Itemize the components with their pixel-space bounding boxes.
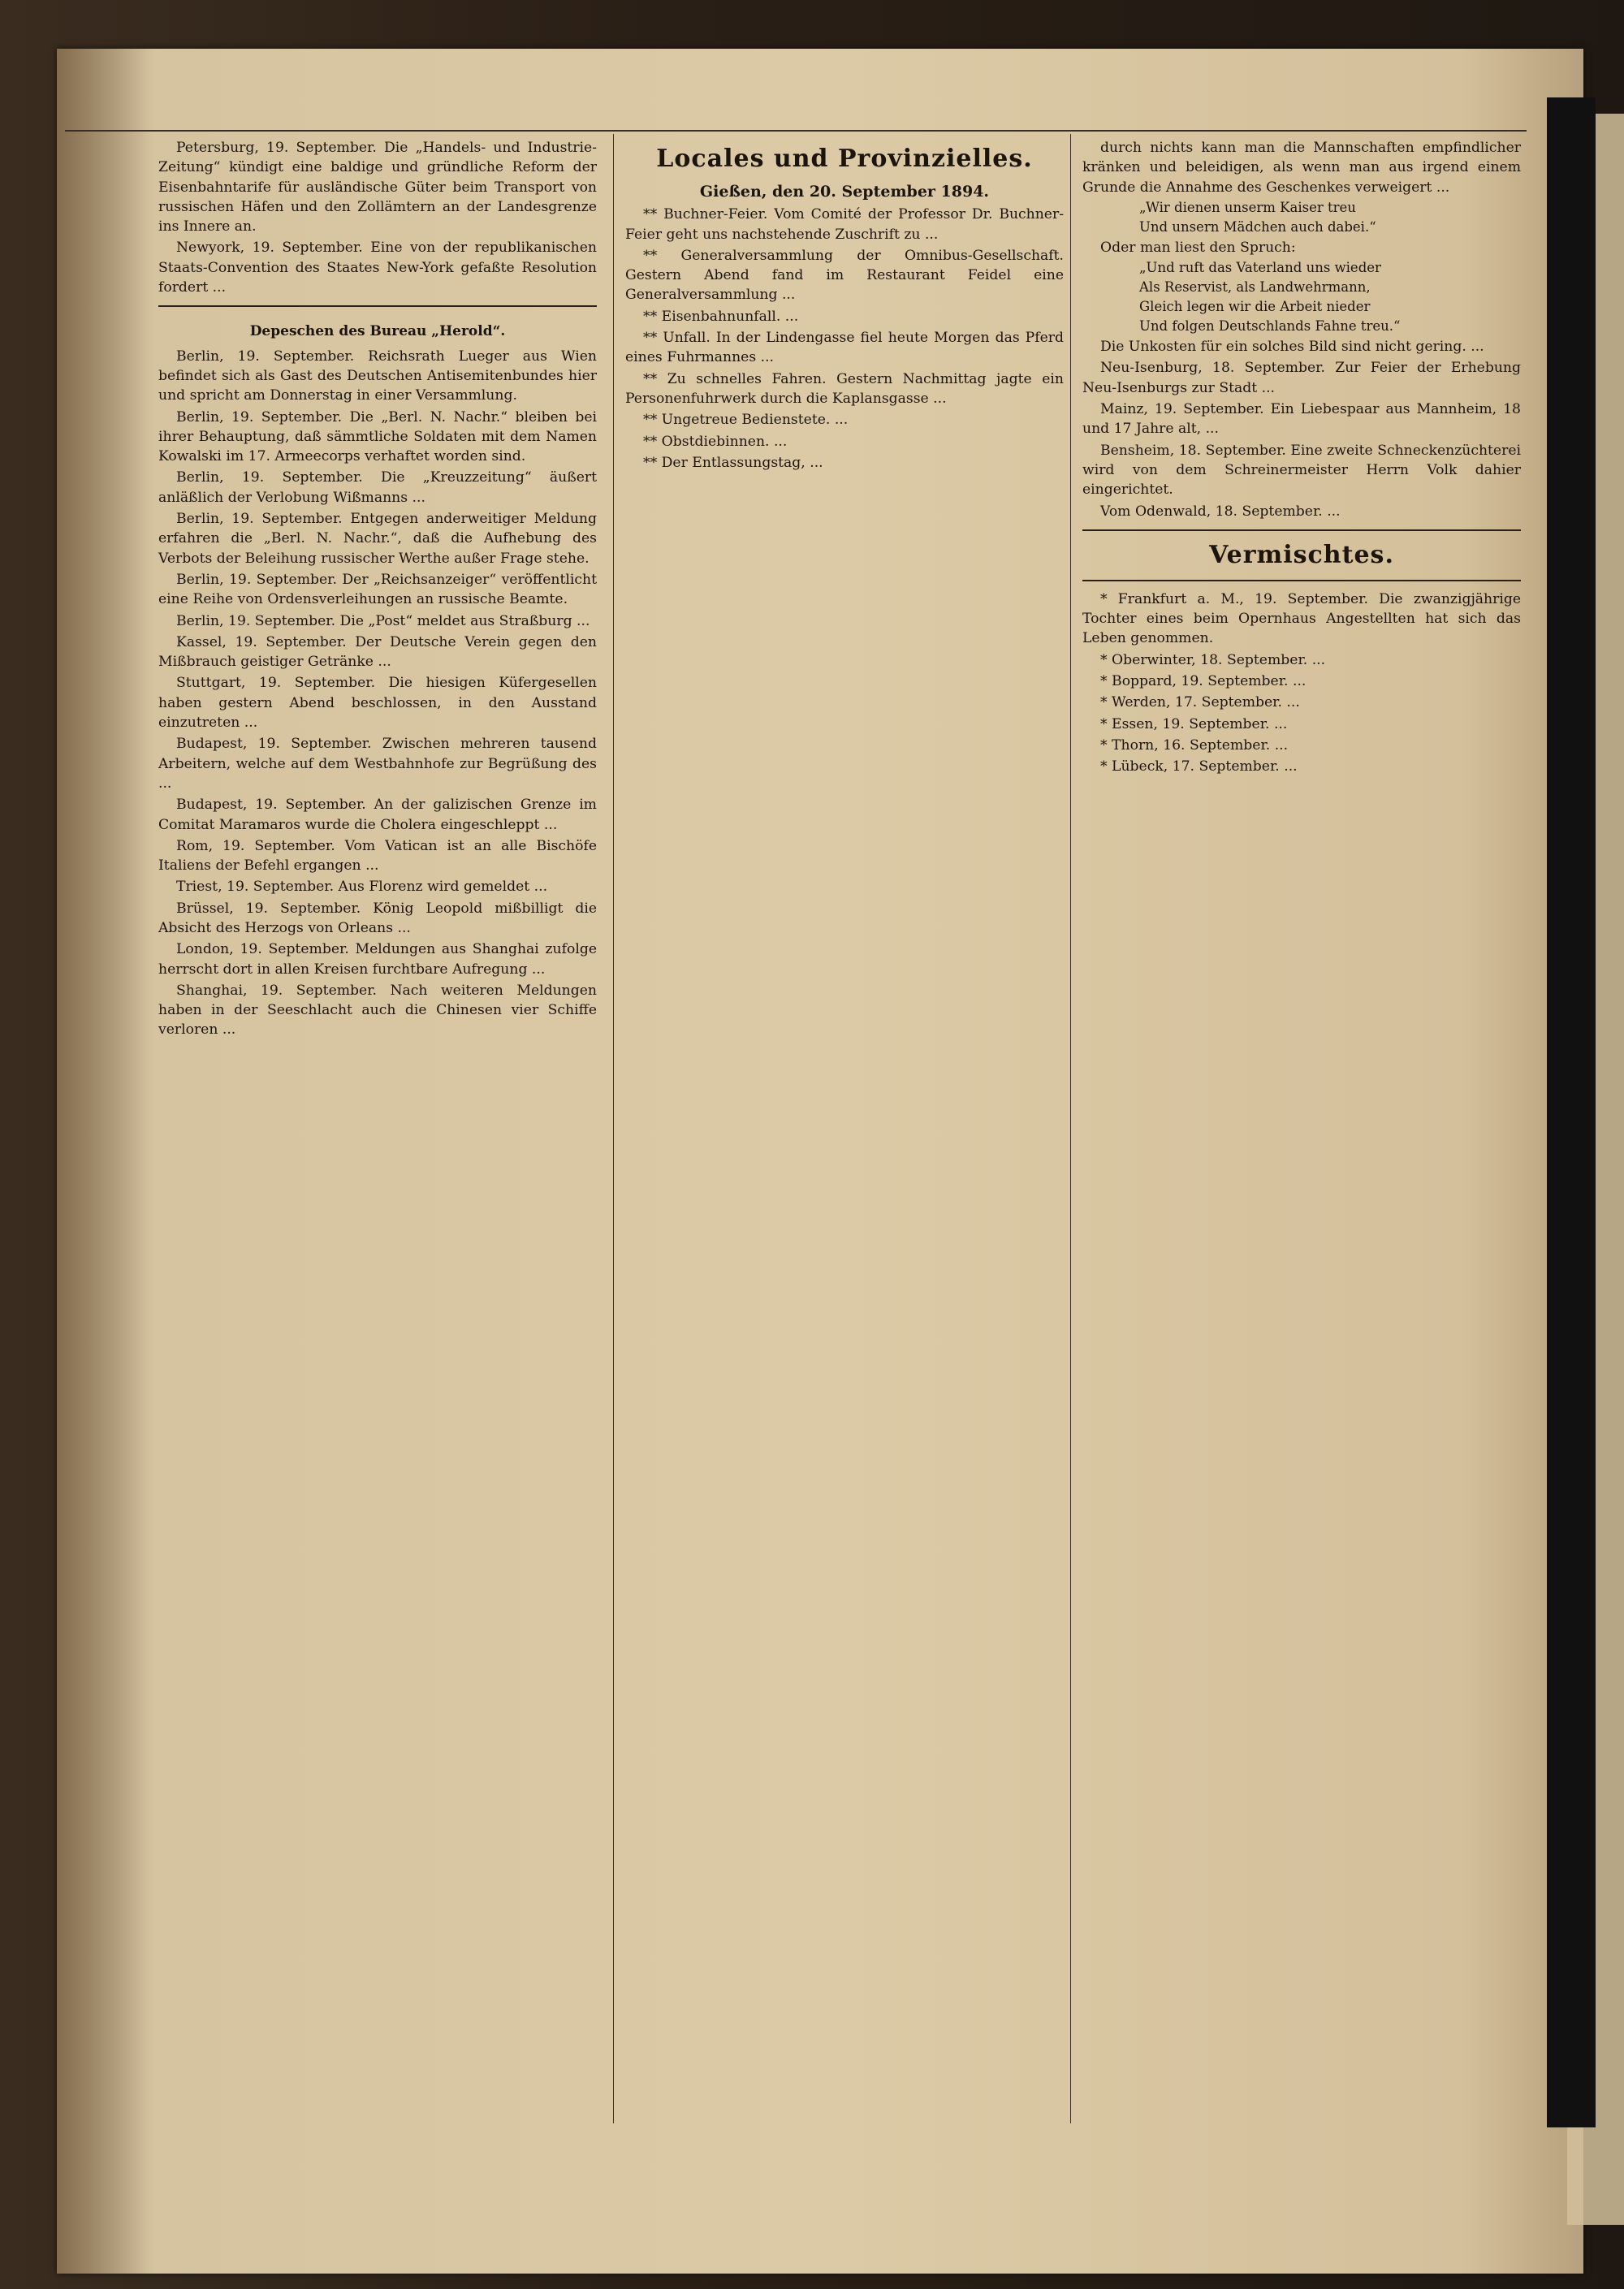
article-budapest-1: Budapest, 19. September. Zwischen mehreren tausend Arbeitern, welche auf dem Westbahnhofe zur Begrüßung des ... bbox=[158, 736, 597, 792]
column-rule-2 bbox=[1070, 134, 1071, 2123]
page-gutter bbox=[1547, 97, 1596, 2127]
article-continuation: Oder man liest den Spruch: bbox=[1100, 239, 1296, 256]
verse-line: Und folgen Deutschlands Fahne treu.“ bbox=[1139, 318, 1401, 335]
article-frankfurt: * Frankfurt a. M., 19. September. Die zwanzigjährige Tochter eines beim Opernhaus Angestellten hat sich das Leben genommen. bbox=[1082, 590, 1521, 647]
article-triest: Triest, 19. September. Aus Florenz wird gemeldet ... bbox=[176, 879, 548, 896]
article-bruessel: Brüssel, 19. September. König Leopold mißbilligt die Absicht des Herzogs von Orleans ... bbox=[158, 900, 597, 936]
verse-line: „Und ruft das Vaterland uns wieder bbox=[1139, 260, 1381, 276]
top-rule bbox=[65, 130, 1527, 132]
column-rule-1 bbox=[613, 134, 614, 2123]
article-bensheim: Bensheim, 18. September. Eine zweite Schneckenzüchterei wird von dem Schreinermeister Herrn Volk dahier eingerichtet. bbox=[1082, 442, 1521, 499]
section-heading-vermischtes: Vermischtes. bbox=[1209, 540, 1394, 569]
article-zu-schnelles-fahren: ** Zu schnelles Fahren. Gestern Nachmittag jagte ein Personenfuhrwerk durch die Kaplansgasse ... bbox=[625, 370, 1064, 407]
article-berlin-4: Berlin, 19. September. Entgegen anderweitiger Meldung erfahren die „Berl. N. Nachr.“, daß die Aufhebung des Verbots der Beleihung russischer Werthe außer Frage stehe. bbox=[158, 511, 597, 567]
article-oberwinter: * Oberwinter, 18. September. ... bbox=[1100, 651, 1326, 668]
column-2 bbox=[625, 138, 1064, 474]
section-heading-depeschen: Depeschen des Bureau „Herold“. bbox=[249, 323, 506, 340]
verse-line: Gleich legen wir die Arbeit nieder bbox=[1139, 299, 1371, 315]
article-unfall: ** Unfall. In der Lindengasse fiel heute Morgen das Pferd eines Fuhrmannes ... bbox=[625, 330, 1064, 366]
article-mainz: Mainz, 19. September. Ein Liebespaar aus Mannheim, 18 und 17 Jahre alt, ... bbox=[1082, 401, 1521, 438]
article-petersburg: Petersburg, 19. September. Die „Handels- und Industrie-Zeitung“ kündigt eine baldige und gründliche Reform der Eisenbahntarife für ausländische Güter beim Transport von russischen Häfen und den Zollämtern an der Landesgrenze ins Innere an. bbox=[158, 140, 597, 235]
article-kassel: Kassel, 19. September. Der Deutsche Verein gegen den Mißbrauch geistiger Getränke ... bbox=[158, 633, 597, 671]
article-rom: Rom, 19. September. Vom Vatican ist an alle Bischöfe Italiens der Befehl ergangen ... bbox=[158, 837, 597, 875]
article-essen: * Essen, 19. September. ... bbox=[1100, 715, 1288, 732]
dateline: Gießen, den 20. September 1894. bbox=[699, 183, 990, 201]
section-heading-locales: Locales und Provinzielles. bbox=[656, 145, 1033, 173]
article-stuttgart: Stuttgart, 19. September. Die hiesigen Küfergesellen haben gestern Abend beschlossen, in den Ausstand einzutreten ... bbox=[158, 675, 597, 732]
article-eisenbahnunfall: ** Eisenbahnunfall. ... bbox=[643, 308, 799, 325]
separator bbox=[1082, 580, 1521, 581]
article-obstdiebinnen: ** Obstdiebinnen. ... bbox=[643, 433, 788, 450]
article-entlassungstag: ** Der Entlassungstag, ... bbox=[643, 454, 823, 471]
article-berlin-6: Berlin, 19. September. Die „Post“ meldet aus Straßburg ... bbox=[176, 612, 590, 629]
article-berlin-3: Berlin, 19. September. Die „Kreuzzeitung“ äußert anläßlich der Verlobung Wißmanns ... bbox=[158, 469, 597, 506]
article-newyork: Newyork, 19. September. Eine von der republikanischen Staats-Convention des Staates New-York gefaßte Resolution fordert ... bbox=[158, 240, 597, 296]
article-shanghai: Shanghai, 19. September. Nach weiteren Meldungen haben in der Seeschlacht auch die Chinesen vier Schiffe verloren ... bbox=[158, 982, 597, 1039]
verse-line: Und unsern Mädchen auch dabei.“ bbox=[1139, 218, 1376, 235]
article-ungetreue-bedienstete: ** Ungetreue Bedienstete. ... bbox=[643, 412, 849, 429]
article-thorn: * Thorn, 16. September. ... bbox=[1100, 736, 1289, 754]
column-3 bbox=[1082, 138, 1521, 779]
article-werden: * Werden, 17. September. ... bbox=[1100, 694, 1300, 711]
article-london: London, 19. September. Meldungen aus Shanghai zufolge herrscht dort in allen Kreisen furchtbare Aufregung ... bbox=[158, 941, 597, 978]
article-continuation: Die Unkosten für ein solches Bild sind nicht gering. ... bbox=[1100, 339, 1484, 356]
article-luebeck: * Lübeck, 17. September. ... bbox=[1100, 758, 1298, 775]
column-1 bbox=[158, 138, 597, 1042]
article-boppard: * Boppard, 19. September. ... bbox=[1100, 673, 1307, 690]
article-odenwald: Vom Odenwald, 18. September. ... bbox=[1100, 503, 1341, 520]
verse-line: Als Reservist, als Landwehrmann, bbox=[1139, 279, 1371, 296]
article-continuation: durch nichts kann man die Mannschaften empfindlicher kränken und beleidigen, als wenn man aus irgend einem Grunde die Annahme des Geschenkes verweigert ... bbox=[1082, 140, 1521, 196]
article-berlin-1: Berlin, 19. September. Reichsrath Lueger aus Wien befindet sich als Gast des Deutschen Antisemitenbundes hier und spricht am Donnerstag in einer Versammlung. bbox=[158, 348, 597, 404]
separator bbox=[1082, 529, 1521, 531]
article-buchner-feier: ** Buchner-Feier. Vom Comité der Professor Dr. Buchner-Feier geht uns nachstehende Zuschrift zu ... bbox=[625, 206, 1064, 243]
article-omnibus-gesellschaft: ** Generalversammlung der Omnibus-Gesellschaft. Gestern Abend fand im Restaurant Feidel eine Generalversammlung ... bbox=[625, 247, 1064, 304]
article-budapest-2: Budapest, 19. September. An der galizischen Grenze im Comitat Maramaros wurde die Cholera eingeschleppt ... bbox=[158, 797, 597, 833]
article-neu-isenburg: Neu-Isenburg, 18. September. Zur Feier der Erhebung Neu-Isenburgs zur Stadt ... bbox=[1082, 360, 1521, 396]
verse-line: „Wir dienen unserm Kaiser treu bbox=[1139, 199, 1356, 215]
article-berlin-2: Berlin, 19. September. Die „Berl. N. Nachr.“ bleiben bei ihrer Behauptung, daß sämmtliche Soldaten mit dem Namen Kowalski im 17. Armeecorps verhaftet worden sind. bbox=[158, 408, 597, 465]
binding-shadow bbox=[57, 49, 154, 2274]
article-berlin-5: Berlin, 19. September. Der „Reichsanzeiger“ veröffentlicht eine Reihe von Ordensverleihungen an russische Beamte. bbox=[158, 571, 597, 608]
separator bbox=[158, 305, 597, 307]
